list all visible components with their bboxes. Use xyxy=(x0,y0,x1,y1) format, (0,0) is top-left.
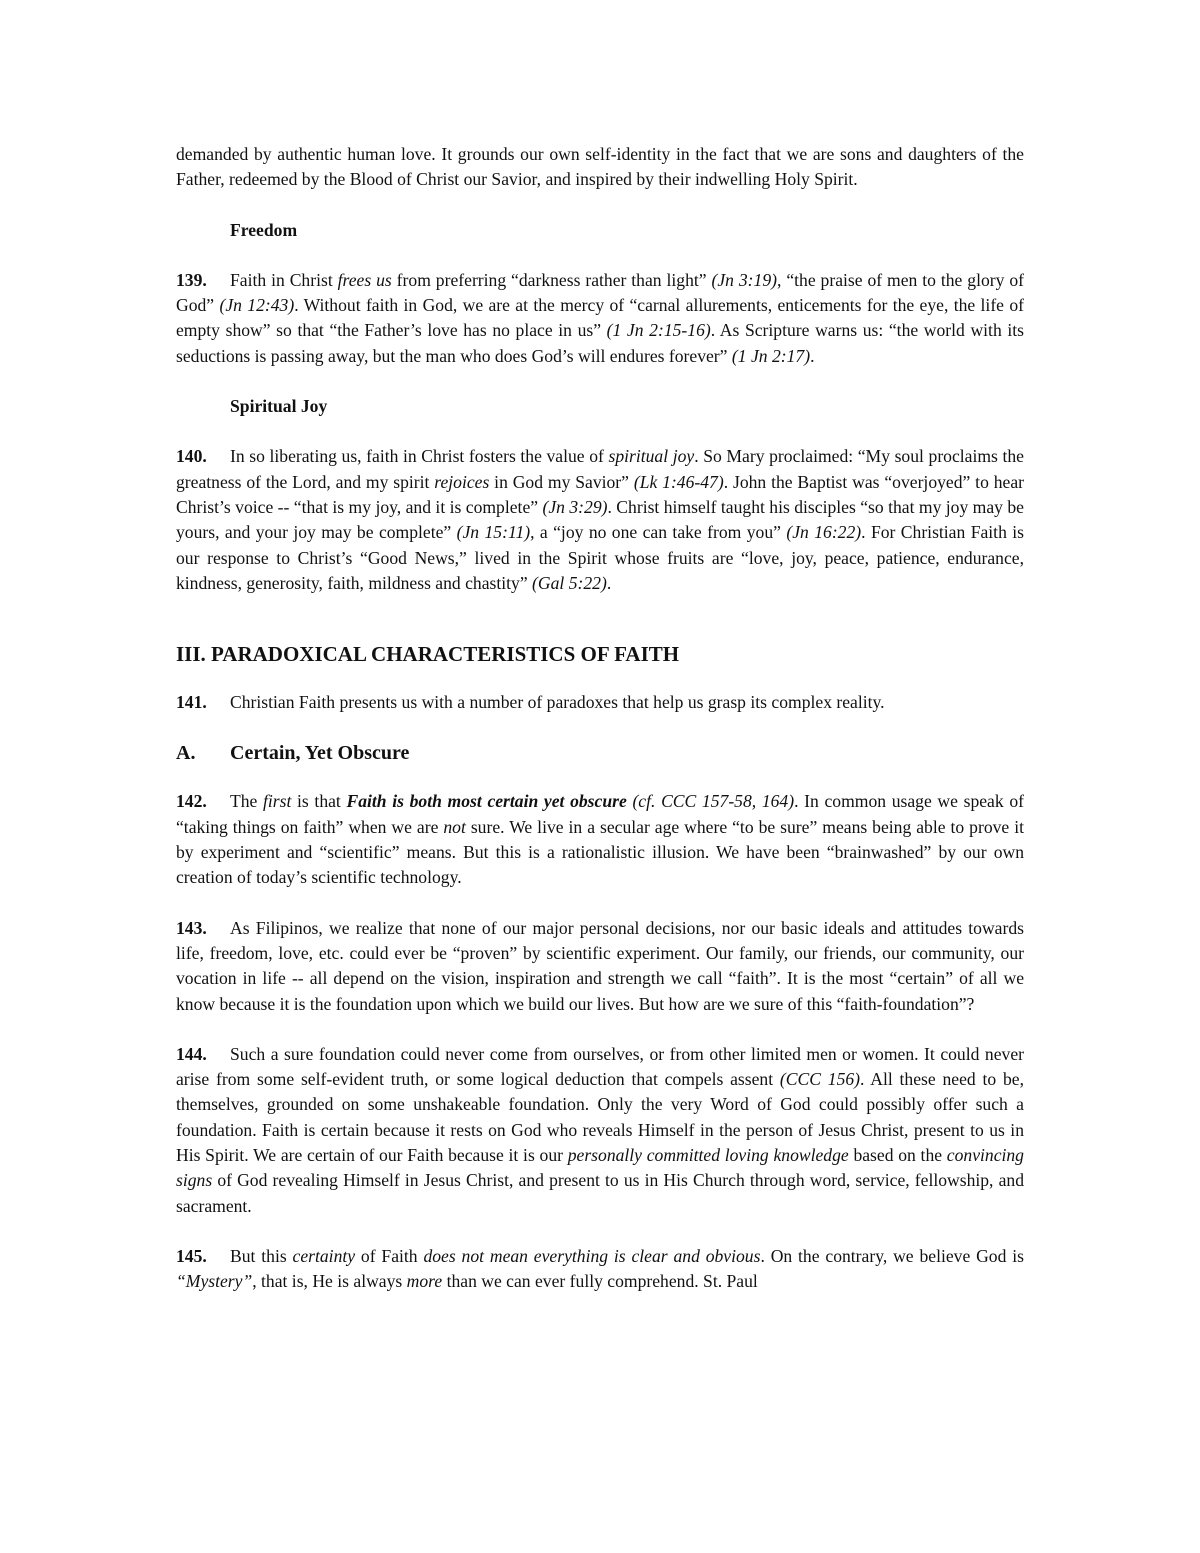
scripture-reference: (Lk 1:46-47) xyxy=(633,471,724,492)
document-body xyxy=(176,142,1024,1295)
emphasis: rejoices xyxy=(434,471,490,492)
subsection-letter: A. xyxy=(176,742,196,765)
scripture-reference: (Gal 5:22) xyxy=(532,572,607,593)
paragraph-number: 144. xyxy=(176,1043,207,1064)
emphasis: more xyxy=(406,1271,443,1292)
scripture-reference: (Jn 3:19) xyxy=(711,269,777,290)
emphasis: personally committed loving knowledge xyxy=(567,1145,849,1166)
paragraph-145: 145. But this certainty of Faith does not mean everything is clear and obvious. On the contrary, we believe God is “Mystery”, that is, He is always more than we can ever fully comprehend. St. Paul xyxy=(176,1245,1024,1292)
paragraph-number: 145. xyxy=(176,1245,207,1266)
paragraph-number: 141. xyxy=(176,692,207,713)
section-heading: III. PARADOXICAL CHARACTERISTICS OF FAITH xyxy=(176,642,680,667)
emphasis: not xyxy=(443,816,466,837)
paragraph-141: 141. Christian Faith presents us with a number of paradoxes that help us grasp its complex reality. xyxy=(176,690,1024,715)
scripture-reference: (1 Jn 2:17) xyxy=(731,345,811,366)
emphasis: convincing signs xyxy=(176,1145,1024,1191)
paragraph-number: 143. xyxy=(176,917,207,938)
scripture-reference: (Jn 16:22) xyxy=(786,522,862,543)
emphasis: first xyxy=(263,791,292,812)
paragraph-number: 139. xyxy=(176,269,207,290)
subheading-freedom: Freedom xyxy=(230,219,298,240)
emphasis: does not mean everything is clear and obvious xyxy=(423,1245,761,1266)
scripture-reference: (1 Jn 2:15-16) xyxy=(606,320,711,341)
subsection-title: Certain, Yet Obscure xyxy=(230,742,410,765)
subheading-spiritual-joy: Spiritual Joy xyxy=(230,396,328,417)
paragraph-142: 142. The first is that Faith is both most certain yet obscure (cf. CCC 157-58, 164). In common usage we speak of “taking things on faith” when we are not sure. We live in a secular age where “to be sure” means being able to prove it by experiment and “scientific” means. But this is a rationalistic illusion. We have been “brainwashed” by our own creation of today’s scientific technology. xyxy=(176,791,1024,888)
emphasis: frees us xyxy=(337,269,392,290)
paragraph-number: 140. xyxy=(176,446,207,467)
catechism-reference: (cf. CCC 157-58, 164) xyxy=(632,791,795,812)
emphasis: certainty xyxy=(292,1245,356,1266)
paragraph-143: 143. As Filipinos, we realize that none of our major personal decisions, nor our basic ideals and attitudes towards life, freedom, love, etc. could ever be “proven” by scientific experiment. Our family, our friends, our community, our vocation in life -- all depend on the vision, inspiration and strength we call “faith”. It is the most “certain” of all we know because it is the foundation upon which we build our lives. But how are we sure of this “faith-foundation”? xyxy=(176,917,1024,1014)
paragraph-139: 139. Faith in Christ frees us from preferring “darkness rather than light” (Jn 3:19), “the praise of men to the glory of God” (Jn 12:43). Without faith in God, we are at the mercy of “carnal allurements, enticements for the eye, the life of empty show” so that “the Father’s love has no place in us” (1 Jn 2:15-16). As Scripture warns us: “the world with its seductions is passing away, but the man who does God’s will endures forever” (1 Jn 2:17). xyxy=(176,269,1024,366)
catechism-reference: (CCC 156) xyxy=(779,1069,861,1090)
intro-paragraph: demanded by authentic human love. It grounds our own self-identity in the fact that we are sons and daughters of the Father, redeemed by the Blood of Christ our Savior, and inspired by their indwelling Holy Spirit. xyxy=(176,144,1024,190)
scripture-reference: (Jn 15:11) xyxy=(456,522,531,543)
scripture-reference: (Jn 12:43) xyxy=(219,295,295,316)
paragraph-number: 142. xyxy=(176,791,207,812)
paragraph-144: 144. Such a sure foundation could never come from ourselves, or from other limited men or women. It could never arise from some self-evident truth, or some logical deduction that compels assent (CCC 156). All these need to be, themselves, grounded on some unshakeable foundation. Only the very Word of God could possibly offer such a foundation. Faith is certain because it rests on God who reveals Himself in the person of Jesus Christ, present to us in His Spirit. We are certain of our Faith because it is our personally committed loving knowledge based on the convincing signs of God revealing Himself in Jesus Christ, and present to us in His Church through word, service, fellowship, and sacrament. xyxy=(176,1043,1025,1216)
emphasis: “Mystery” xyxy=(176,1271,253,1292)
scripture-reference: (Jn 3:29) xyxy=(542,496,608,517)
paragraph-140: 140. In so liberating us, faith in Christ fosters the value of spiritual joy. So Mary proclaimed: “My soul proclaims the greatness of the Lord, and my spirit rejoices in God my Savior” (Lk 1:46-47). John the Baptist was “overjoyed” to hear Christ’s voice -- “that is my joy, and it is complete” (Jn 3:29). Christ himself taught his disciples “so that my joy may be yours, and your joy may be complete” (Jn 15:11), a “joy no one can take from you” (Jn 16:22). For Christian Faith is our response to Christ’s “Good News,” lived in the Spirit whose fruits are “love, joy, peace, patience, endurance, kindness, generosity, faith, mildness and chastity” (Gal 5:22). xyxy=(176,446,1024,593)
subsection-heading xyxy=(176,739,1024,767)
emphasis-bold: Faith is both most certain yet obscure xyxy=(346,791,627,812)
emphasis: spiritual joy xyxy=(608,446,695,467)
